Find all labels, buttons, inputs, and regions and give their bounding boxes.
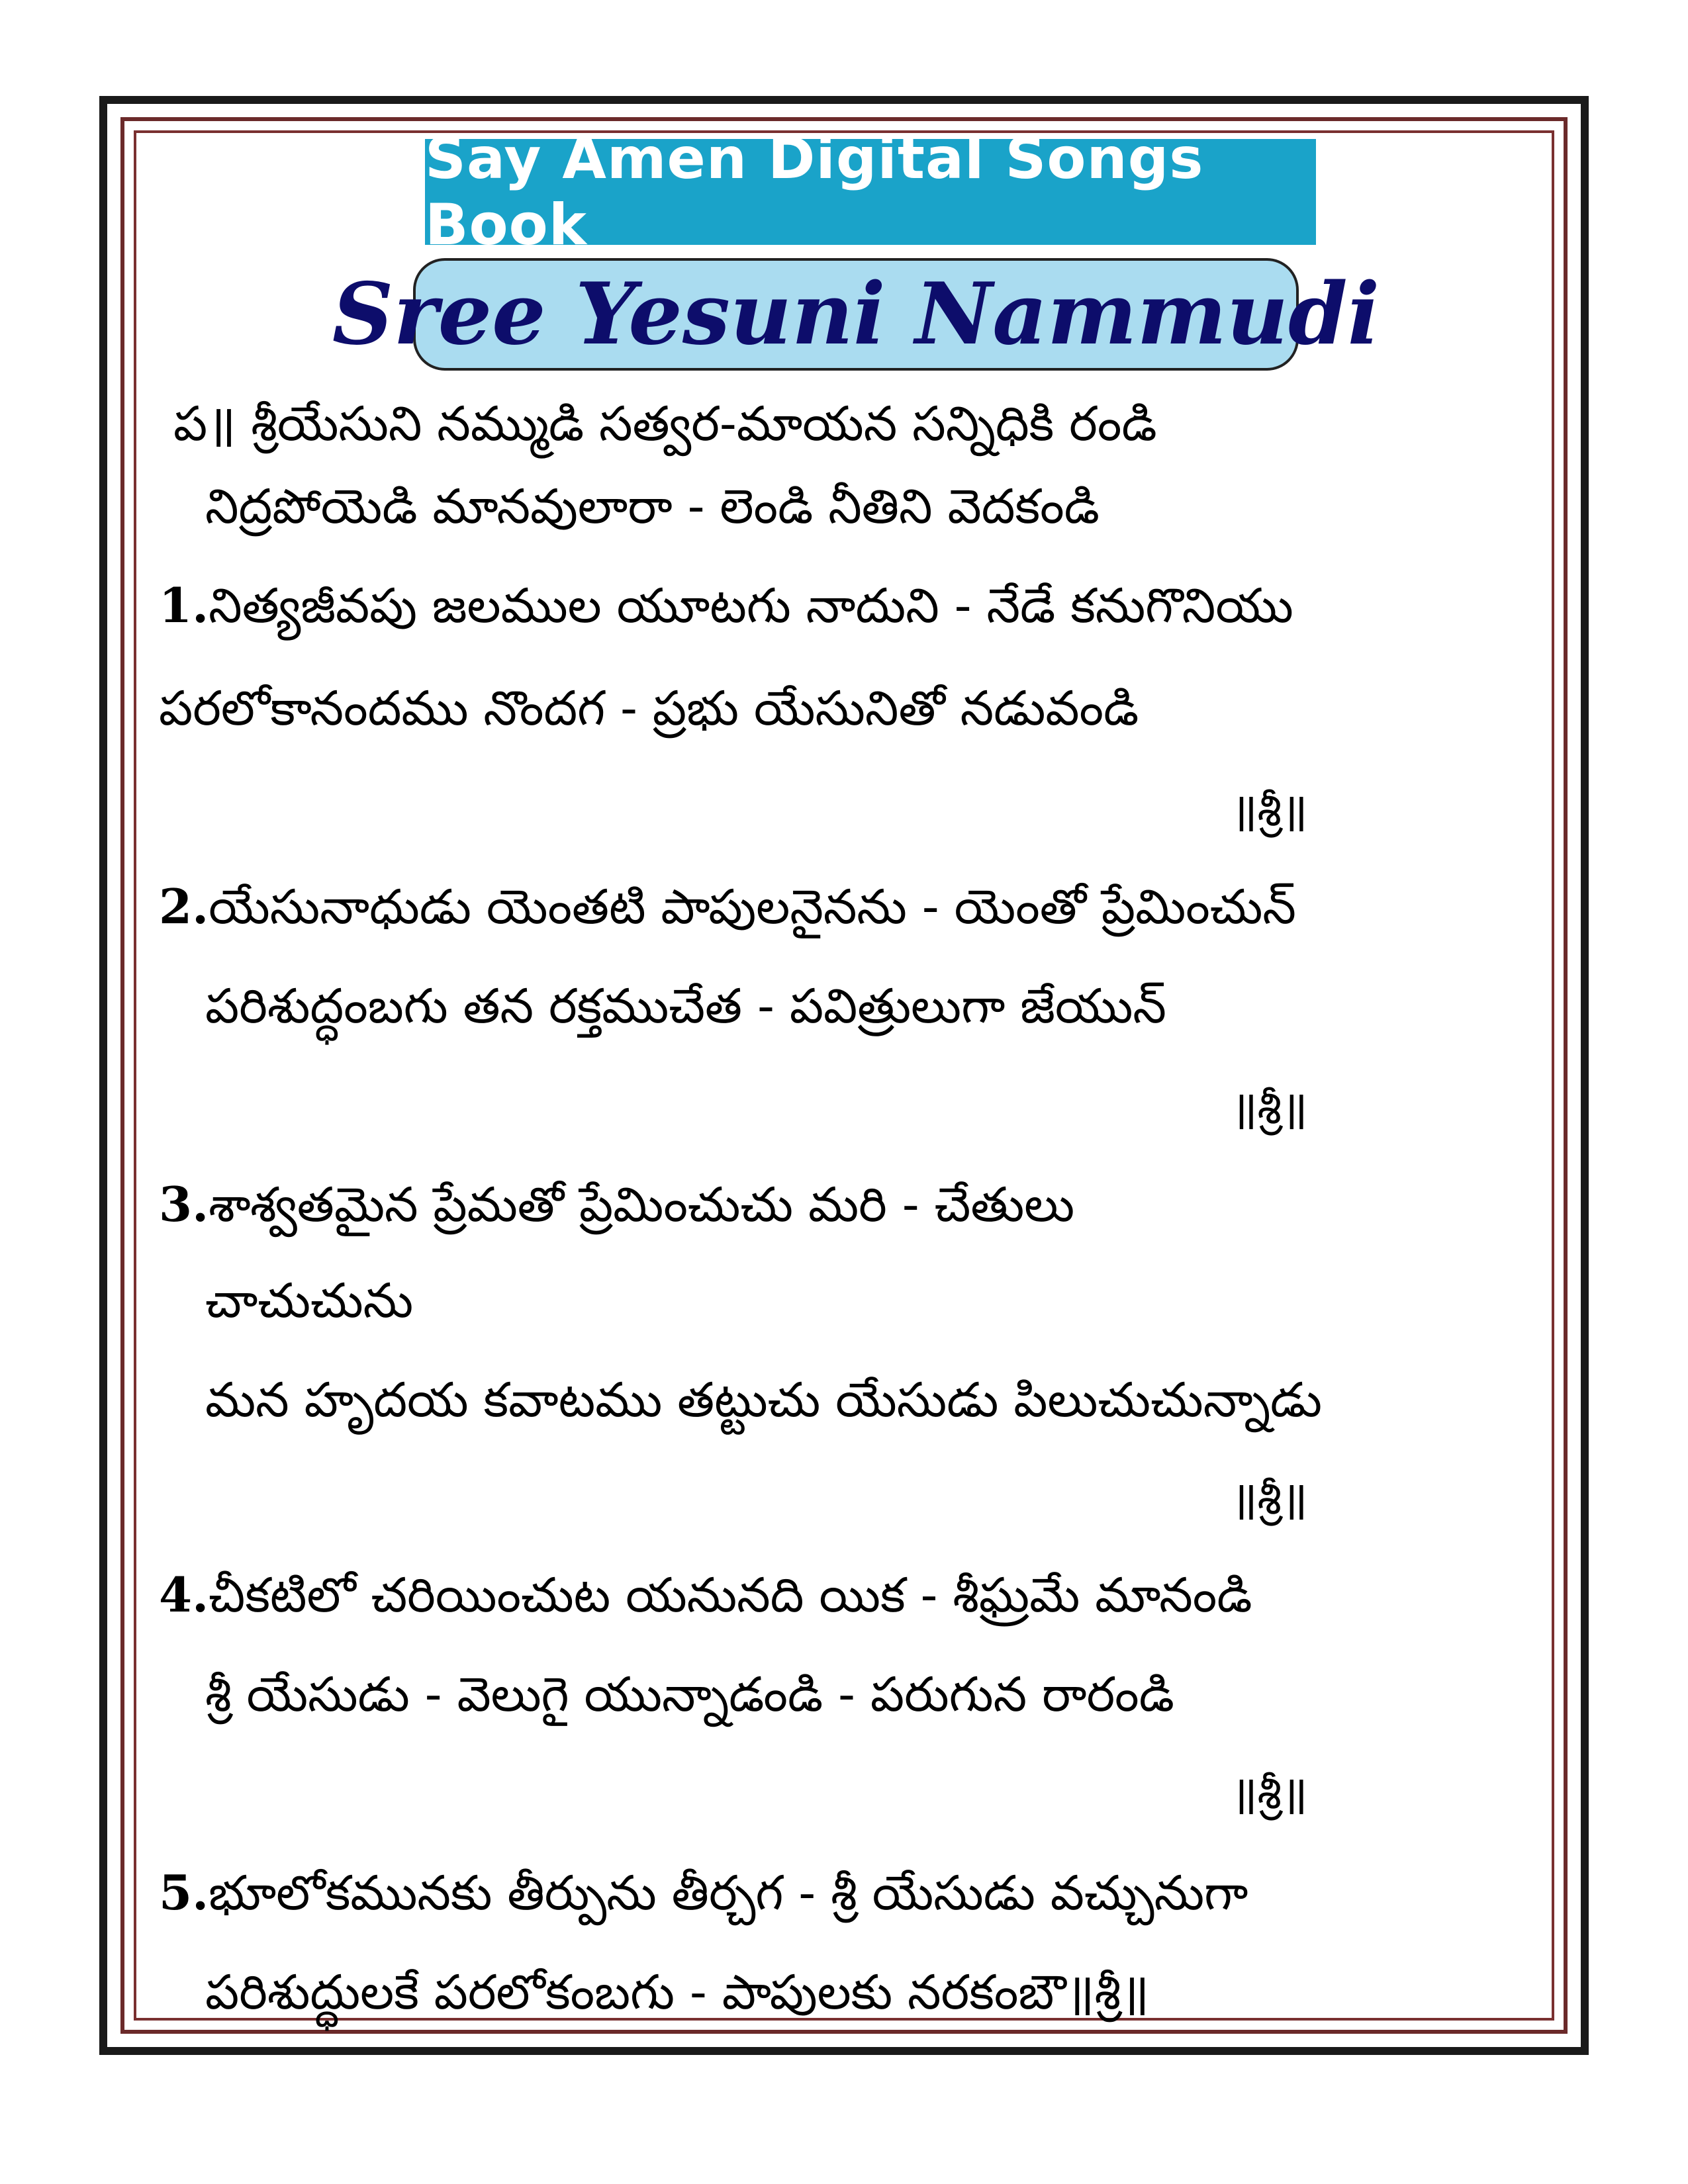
verse-3-line-2: చాచుచును (205, 1273, 414, 1328)
refrain-marker: ॥శ్రీ॥ (1231, 1768, 1308, 1819)
chorus-text-1: శ్రీయేసుని నమ్ముడి సత్వర-మాయన సన్నిధికి రండి (251, 396, 1157, 451)
chorus-line-2: నిద్రపోయెడి మానవులారా - లెండి నీతిని వెదకండి (205, 478, 1100, 534)
song-title: Sree Yesuni Nammudi (413, 258, 1299, 371)
verse-number: 3. (159, 1176, 209, 1232)
verse-number: 4. (159, 1567, 209, 1623)
verse-text: చీకటిలో చరియించుట యనునది యిక - శీఘ్రమే మానండి (209, 1567, 1252, 1623)
verse-text: భూలోకమునకు తీర్పును తీర్చగ - శ్రీ యేసుడు వచ్చునుగా (209, 1865, 1248, 1921)
verse-number: 1. (159, 577, 209, 633)
verse-2-line-2: పరిశుద్ధంబగు తన రక్తముచేత - పవిత్రులుగా జేయున్ (205, 978, 1166, 1034)
verse-text: శాశ్వతమైన ప్రేమతో ప్రేమించుచు మరి - చేతులు (209, 1177, 1075, 1232)
verse-number: 2. (159, 878, 209, 934)
verse-3-line-1 (159, 1171, 1074, 1238)
verse-4-line-2: శ్రీ యేసుడు - వెలుగై యున్నాడండి - పరుగున రారండి (205, 1666, 1174, 1722)
verse-5-line-1 (159, 1860, 1248, 1926)
verse-1-line-2: పరలోకానందము నొందగ - ప్రభు యేసునితో నడువండి (159, 680, 1139, 736)
verse-5-line-2: పరిశుద్ధులకే పరలోకంబగు - పాపులకు నరకంబౌ॥శ్రీ॥ (205, 1964, 1150, 2020)
refrain-marker: ॥శ్రీ॥ (1231, 1083, 1308, 1134)
chorus-marker: ప॥ (173, 396, 236, 451)
songbook-banner: Say Amen Digital Songs Book (425, 139, 1316, 245)
verse-4-line-1 (159, 1562, 1252, 1628)
verse-text: నిత్యజీవపు జలముల యూటగు నాదుని - నేడే కనుగొనియు (209, 578, 1293, 633)
verse-text: యేసునాధుడు యెంతటి పాపులనైనను - యెంతో ప్రేమించున్ (209, 879, 1296, 934)
refrain-marker: ॥శ్రీ॥ (1231, 785, 1308, 836)
page-border-outer (99, 96, 1589, 2055)
verse-number: 5. (159, 1864, 209, 1921)
chorus-line-1 (173, 390, 1157, 457)
verse-2-line-1 (159, 874, 1296, 940)
verse-3-line-3: మన హృదయ కవాటము తట్టుచు యేసుడు పిలుచుచున్నాడు (205, 1372, 1323, 1428)
verse-1-line-1 (159, 572, 1293, 639)
refrain-marker: ॥శ్రీ॥ (1231, 1473, 1308, 1524)
